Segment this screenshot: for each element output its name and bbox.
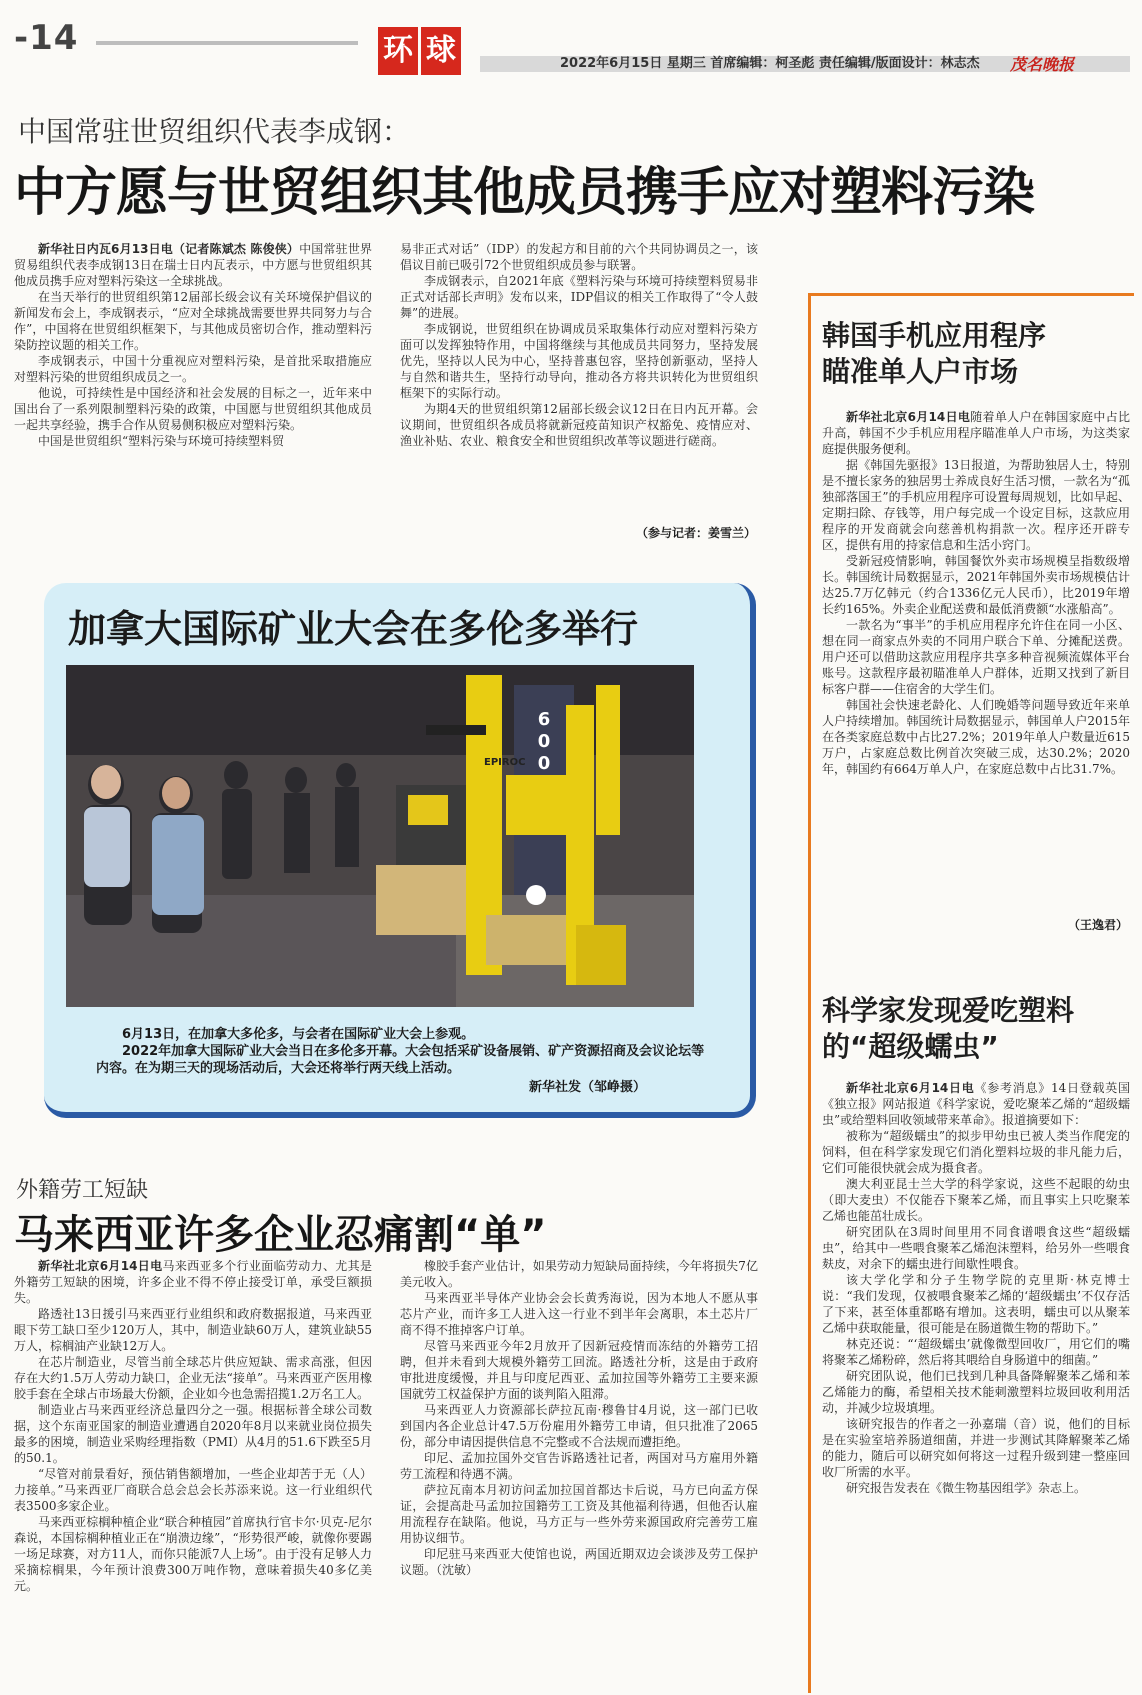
worm-headline	[822, 993, 1128, 1065]
paragraph	[14, 1402, 372, 1466]
booth-letter-1: 6	[537, 709, 551, 730]
paragraph-text: 李成钢表示，自2021年底《塑料污染与环境可持续塑料贸易非正式对话部长声明》发布以来，IDP倡议的相关工作取得了“令人鼓舞”的进展。	[400, 274, 758, 320]
paragraph	[14, 241, 372, 289]
paragraph-text: 中国常驻世界贸易组织代表李成钢13日在瑞士日内瓦表示，中方愿与世贸组织其他成员携手应对塑料污染这一全球挑战。	[14, 242, 372, 288]
paragraph-text: 韩国社会快速老龄化、人们晚婚等问题导致近年来单人户持续增加。韩国统计局数据显示，韩国单人户2015年在各类家庭总数中占比27.2%；2019年单人户数量近615万户，占家庭总数比例首次突破三成，达30.2%；2020年，韩国约有664万单人户，在家庭总数中占比31.7%。	[822, 698, 1130, 776]
dateline: 新华社日内瓦6月13日电（记者陈斌杰 陈俊侠）	[38, 242, 300, 256]
paragraph-text: 该大学化学和分子生物学院的克里斯·林克博士说：“我们发现，仅被喂食聚苯乙烯的‘超级蠕虫’不仅存活了下来，甚至体重都略有增加。这表明，蠕虫可以从聚苯乙烯中获取能量，很可能是在肠道微生物的帮助下。”	[822, 1273, 1130, 1335]
paragraph	[822, 697, 1130, 777]
paragraph	[400, 273, 758, 321]
paragraph-text: 他说，可持续性是中国经济和社会发展的目标之一，近年来中国出台了一系列限制塑料污染的政策，中国愿与世贸组织其他成员一起共享经验，携手合作从贸易侧积极应对塑料污染。	[14, 386, 372, 432]
paragraph-text: 中国是世贸组织“塑料污染与环境可持续塑料贸	[38, 434, 285, 448]
korea-byline: （王逸君）	[1067, 918, 1128, 932]
paragraph-text: 印尼驻马来西亚大使馆也说，两国近期双边会谈涉及劳工保护议题。（沈敏）	[400, 1547, 758, 1577]
paragraph	[14, 1514, 372, 1594]
section-tag	[378, 27, 461, 75]
paragraph	[14, 289, 372, 353]
paragraph	[400, 1338, 758, 1402]
paragraph	[822, 1480, 1130, 1496]
paragraph	[822, 1368, 1130, 1416]
caption-line-2: 2022年加拿大国际矿业大会当日在多伦多开幕。大会包括采矿设备展销、矿产资源招商及会议论坛等内容。在为期三天的现场活动后，大会还将举行两天线上活动。	[96, 1044, 705, 1076]
paragraph-text: 制造业占马来西亚经济总量四分之一强。根据标普全球公司数据，这个东南亚国家的制造业遭遇自2020年8月以来就业岗位损失最多的困境，制造业采购经理指数（PMI）从4月的51.6下跌至5月的50.1。	[14, 1403, 372, 1465]
paragraph-text: 马来西亚人力资源部长萨拉瓦南·穆鲁甘4月说，这一部门已收到国内各企业总计47.5万份雇用外籍劳工申请，但只批准了2065份，部分申请因提供信息不完整或不合法规而遭拒绝。	[400, 1403, 758, 1449]
malaysia-headline: 马来西亚许多企业忍痛割“单”	[14, 1212, 547, 1258]
paragraph	[822, 1080, 1130, 1128]
paragraph-text: 马来西亚半导体产业协会会长黄秀海说，因为本地人不愿从事芯片产业，而许多工人进入这一行业不到半年会离职，本土芯片厂商不得不推掉客户订单。	[400, 1291, 758, 1337]
section-char-2: 球	[421, 27, 461, 75]
lead-column-1	[14, 241, 372, 449]
booth-sign-text: EPIROC	[484, 757, 526, 768]
paragraph	[14, 1258, 372, 1306]
malaysia-column-1	[14, 1258, 372, 1594]
dateline: 新华社北京6月14日电	[846, 1081, 975, 1095]
paragraph	[822, 1128, 1130, 1176]
paragraph	[822, 1416, 1130, 1480]
paragraph	[14, 1466, 372, 1514]
paragraph-text: 一款名为“事半”的手机应用程序允许住在同一小区、想在同一商家点外卖的不同用户联合下单、分摊配送费。用户还可以借助这款应用程序共享多种音视频流媒体平台账号。这款程序最初瞄准单人户群体，近期又找到了新目标客户群——住宿舍的大学生们。	[822, 618, 1130, 696]
paragraph-text: 马来西亚多个行业面临劳动力、尤其是外籍劳工短缺的困境，许多企业不得不停止接受订单，承受巨额损失。	[14, 1259, 372, 1305]
korea-headline	[822, 318, 1128, 390]
photo-caption	[96, 1026, 706, 1096]
paragraph-text: 研究团队在3周时间里用不同食谱喂食这些“超级蠕虫”，给其中一些喂食聚苯乙烯泡沫塑料，给另外一些喂食麸皮，对余下的蠕虫进行间歇性喂食。	[822, 1225, 1130, 1271]
paragraph	[400, 1290, 758, 1338]
lead-column-2	[400, 241, 758, 449]
paragraph	[822, 553, 1130, 617]
dateline: 新华社北京6月14日电	[38, 1259, 163, 1273]
lead-kicker: 中国常驻世贸组织代表李成钢：	[18, 115, 411, 148]
paragraph-text: 易非正式对话”（IDP）的发起方和目前的六个共同协调员之一，该倡议目前已吸引72个世贸组织成员参与联署。	[400, 242, 758, 272]
paragraph-text: 在芯片制造业，尽管当前全球芯片供应短缺、需求高涨，但因存在大约1.5万人劳动力缺口，企业无法“接单”。马来西亚产医用橡胶手套在全球占市场最大份额，企业如今也急需招揽1.2万名工人。	[14, 1355, 372, 1401]
paragraph-text: 路透社13日援引马来西亚行业组织和政府数据报道，马来西亚眼下劳工缺口至少120万人，其中，制造业缺60万人，建筑业缺55万人，棕榈油产业缺12万人。	[14, 1307, 372, 1353]
paragraph	[400, 1258, 758, 1290]
paragraph-text: “尽管对前景看好，预估销售额增加，一些企业却苦于无（人）力接单。”马来西亚厂商联合总会总会长苏添来说。这一行业组织代表3500多家企业。	[14, 1467, 372, 1513]
paragraph	[822, 409, 1130, 457]
worm-headline-line-1: 科学家发现爱吃塑料	[822, 994, 1075, 1027]
section-char-1: 环	[378, 27, 418, 75]
paragraph-text: 尽管马来西亚今年2月放开了因新冠疫情而冻结的外籍劳工招聘，但并未看到大规模外籍劳工回流。路透社分析，这是由于政府审批进度缓慢，并且与印度尼西亚、孟加拉国等外籍劳工主要来源国就劳工权益保护方面的谈判陷入阻滞。	[400, 1339, 758, 1401]
paragraph-text: 萨拉瓦南本月初访问孟加拉国首都达卡后说，马方已向孟方保证，会提高赴马孟加拉国籍劳工工资及其他福利待遇，但他否认雇用流程存在缺陷。他说，马方正与一些外劳来源国政府完善劳工雇用协议细节。	[400, 1483, 758, 1545]
paragraph	[14, 1306, 372, 1354]
date-line: 2022年6月15日 星期三 首席编辑：柯圣彪 责任编辑/版面设计：林志杰	[480, 56, 1130, 72]
paragraph	[822, 617, 1130, 697]
paragraph-text: 研究报告发表在《微生物基因组学》杂志上。	[846, 1481, 1087, 1495]
paragraph-text: 随着单人户在韩国家庭中占比升高，韩国不少手机应用程序瞄准单人户市场，为这类家庭提供服务便利。	[822, 410, 1130, 456]
paragraph	[822, 1336, 1130, 1368]
paragraph-text: 橡胶手套产业估计，如果劳动力短缺局面持续，今年将损失7亿美元收入。	[400, 1259, 758, 1289]
paragraph-text: 在当天举行的世贸组织第12届部长级会议有关环境保护倡议的新闻发布会上，李成钢表示，“应对全球挑战需要世界共同努力与合作”，中国将在世贸组织框架下，与其他成员密切合作，推动塑料污染防控议题的相关工作。	[14, 290, 372, 352]
paragraph	[14, 353, 372, 385]
paragraph-text: 林克还说：“‘超级蠕虫’就像微型回收厂，用它们的嘴将聚苯乙烯粉碎，然后将其喂给自身肠道中的细菌。”	[822, 1337, 1130, 1367]
worm-body	[822, 1080, 1130, 1496]
paragraph	[14, 433, 372, 449]
paragraph	[400, 401, 758, 449]
paragraph-text: 该研究报告的作者之一孙嘉瑞（音）说，他们的目标是在实验室培养肠道细菌，并进一步测试其降解聚苯乙烯的能力，随后可以研究如何将这一过程升级到建一整座回收厂所需的水平。	[822, 1417, 1130, 1479]
paragraph	[400, 241, 758, 273]
malaysia-column-2	[400, 1258, 758, 1578]
paragraph	[400, 1546, 758, 1578]
paragraph-text: 研究团队说，他们已找到几种具备降解聚苯乙烯和苯乙烯能力的酶，希望相关技术能刺激塑料垃圾回收利用活动，并减少垃圾填埋。	[822, 1369, 1130, 1415]
korea-body	[822, 409, 1130, 777]
paragraph-text: 为期4天的世贸组织第12届部长级会议12日在日内瓦开幕。会议期间，世贸组织各成员将就新冠疫苗知识产权豁免、疫情应对、渔业补贴、农业、粮食安全和世贸组织改革等议题进行磋商。	[400, 402, 758, 448]
worm-headline-line-2: 的“超级蠕虫”	[822, 1030, 999, 1063]
paragraph-text: 澳大利亚昆士兰大学的科学家说，这些不起眼的幼虫（即大麦虫）不仅能吞下聚苯乙烯，而且事实上只吃聚苯乙烯也能茁壮成长。	[822, 1177, 1130, 1223]
paragraph	[822, 1224, 1130, 1272]
paragraph	[400, 1450, 758, 1482]
caption-line-1: 6月13日，在加拿大多伦多，与会者在国际矿业大会上参观。	[122, 1027, 475, 1042]
paragraph	[822, 1272, 1130, 1336]
paragraph-text: 印尼、孟加拉国外交官告诉路透社记者，两国对马方雇用外籍劳工流程和待遇不满。	[400, 1451, 758, 1481]
malaysia-kicker: 外籍劳工短缺	[16, 1178, 149, 1203]
photo-credit: 新华社发（邹峥摄）	[528, 1080, 646, 1095]
page-number: -14	[14, 18, 79, 58]
paragraph-text: 马来西亚棕榈种植企业“联合种植园”首席执行官卡尔·贝克-尼尔森说，本国棕榈种植业正在“崩溃边缘”，“形势很严峻，就像你要踢一场足球赛，对方11人，而你只能派7人上场”。由于没有足够人力采摘棕榈果，今年预计浪费300万吨作物，意味着损失40多亿美元。	[14, 1515, 372, 1593]
paragraph	[400, 1402, 758, 1450]
booth-letter-3: 0	[537, 753, 551, 774]
dateline: 新华社北京6月14日电	[846, 410, 971, 424]
header-rule	[96, 41, 358, 45]
paragraph	[822, 1176, 1130, 1224]
lead-headline: 中方愿与世贸组织其他成员携手应对塑料污染	[14, 163, 1035, 223]
paragraph-text: 李成钢表示，中国十分重视应对塑料污染，是首批采取措施应对塑料污染的世贸组织成员之一。	[14, 354, 372, 384]
photo-illustration	[66, 665, 694, 1007]
mining-expo-photo	[66, 665, 694, 1007]
paragraph	[14, 1354, 372, 1402]
paragraph	[400, 321, 758, 401]
paragraph-text: 受新冠疫情影响，韩国餐饮外卖市场规模呈指数级增长。韩国统计局数据显示，2021年韩国外卖市场规模估计达25.7万亿韩元（约合1336亿元人民币），比2019年增长约165%。外卖企业配送费和最低消费额“水涨船高”。	[822, 554, 1130, 616]
newspaper-brand: 茂名晚报	[1010, 55, 1075, 74]
paragraph	[400, 1482, 758, 1546]
photo-story-title: 加拿大国际矿业大会在多伦多举行	[68, 607, 639, 651]
booth-letter-2: 0	[537, 731, 551, 752]
paragraph-text: 据《韩国先驱报》13日报道，为帮助独居人士，特别是不擅长家务的独居男士养成良好生活习惯，一款名为“孤独部落国王”的手机应用程序可设置每周规划，比如早起、定期扫除、存钱等，用户每完成一个设定目标，这款应用程序的开发商就会向慈善机构捐款一次。程序还开辟专区，提供有用的持家信息和生活小窍门。	[822, 458, 1130, 552]
lead-byline: （参与记者：姜雪兰）	[635, 526, 756, 540]
korea-headline-line-1: 韩国手机应用程序	[822, 319, 1047, 352]
paragraph-text: 《参考消息》14日登载英国《独立报》网站报道《科学家说，爱吃聚苯乙烯的“超级蠕虫”或给塑料回收领域带来革命》。报道摘要如下：	[822, 1081, 1130, 1127]
korea-headline-line-2: 瞄准单人户市场	[822, 355, 1019, 388]
paragraph	[822, 457, 1130, 553]
paragraph-text: 被称为“超级蠕虫”的拟步甲幼虫已被人类当作爬宠的饲料，但在科学家发现它们消化塑料垃圾的非凡能力后，它们可能很快就会成为摄食者。	[822, 1129, 1130, 1175]
paragraph-text: 李成钢说，世贸组织在协调成员采取集体行动应对塑料污染方面可以发挥独特作用，中国将继续与其他成员共同努力，坚持发展优先，坚持以人民为中心，坚持普惠包容，坚持创新驱动，坚持人与自然和谐共生，坚持行动导向，推动各方将共识转化为世贸组织框架下的实际行动。	[400, 322, 758, 400]
paragraph	[14, 385, 372, 433]
